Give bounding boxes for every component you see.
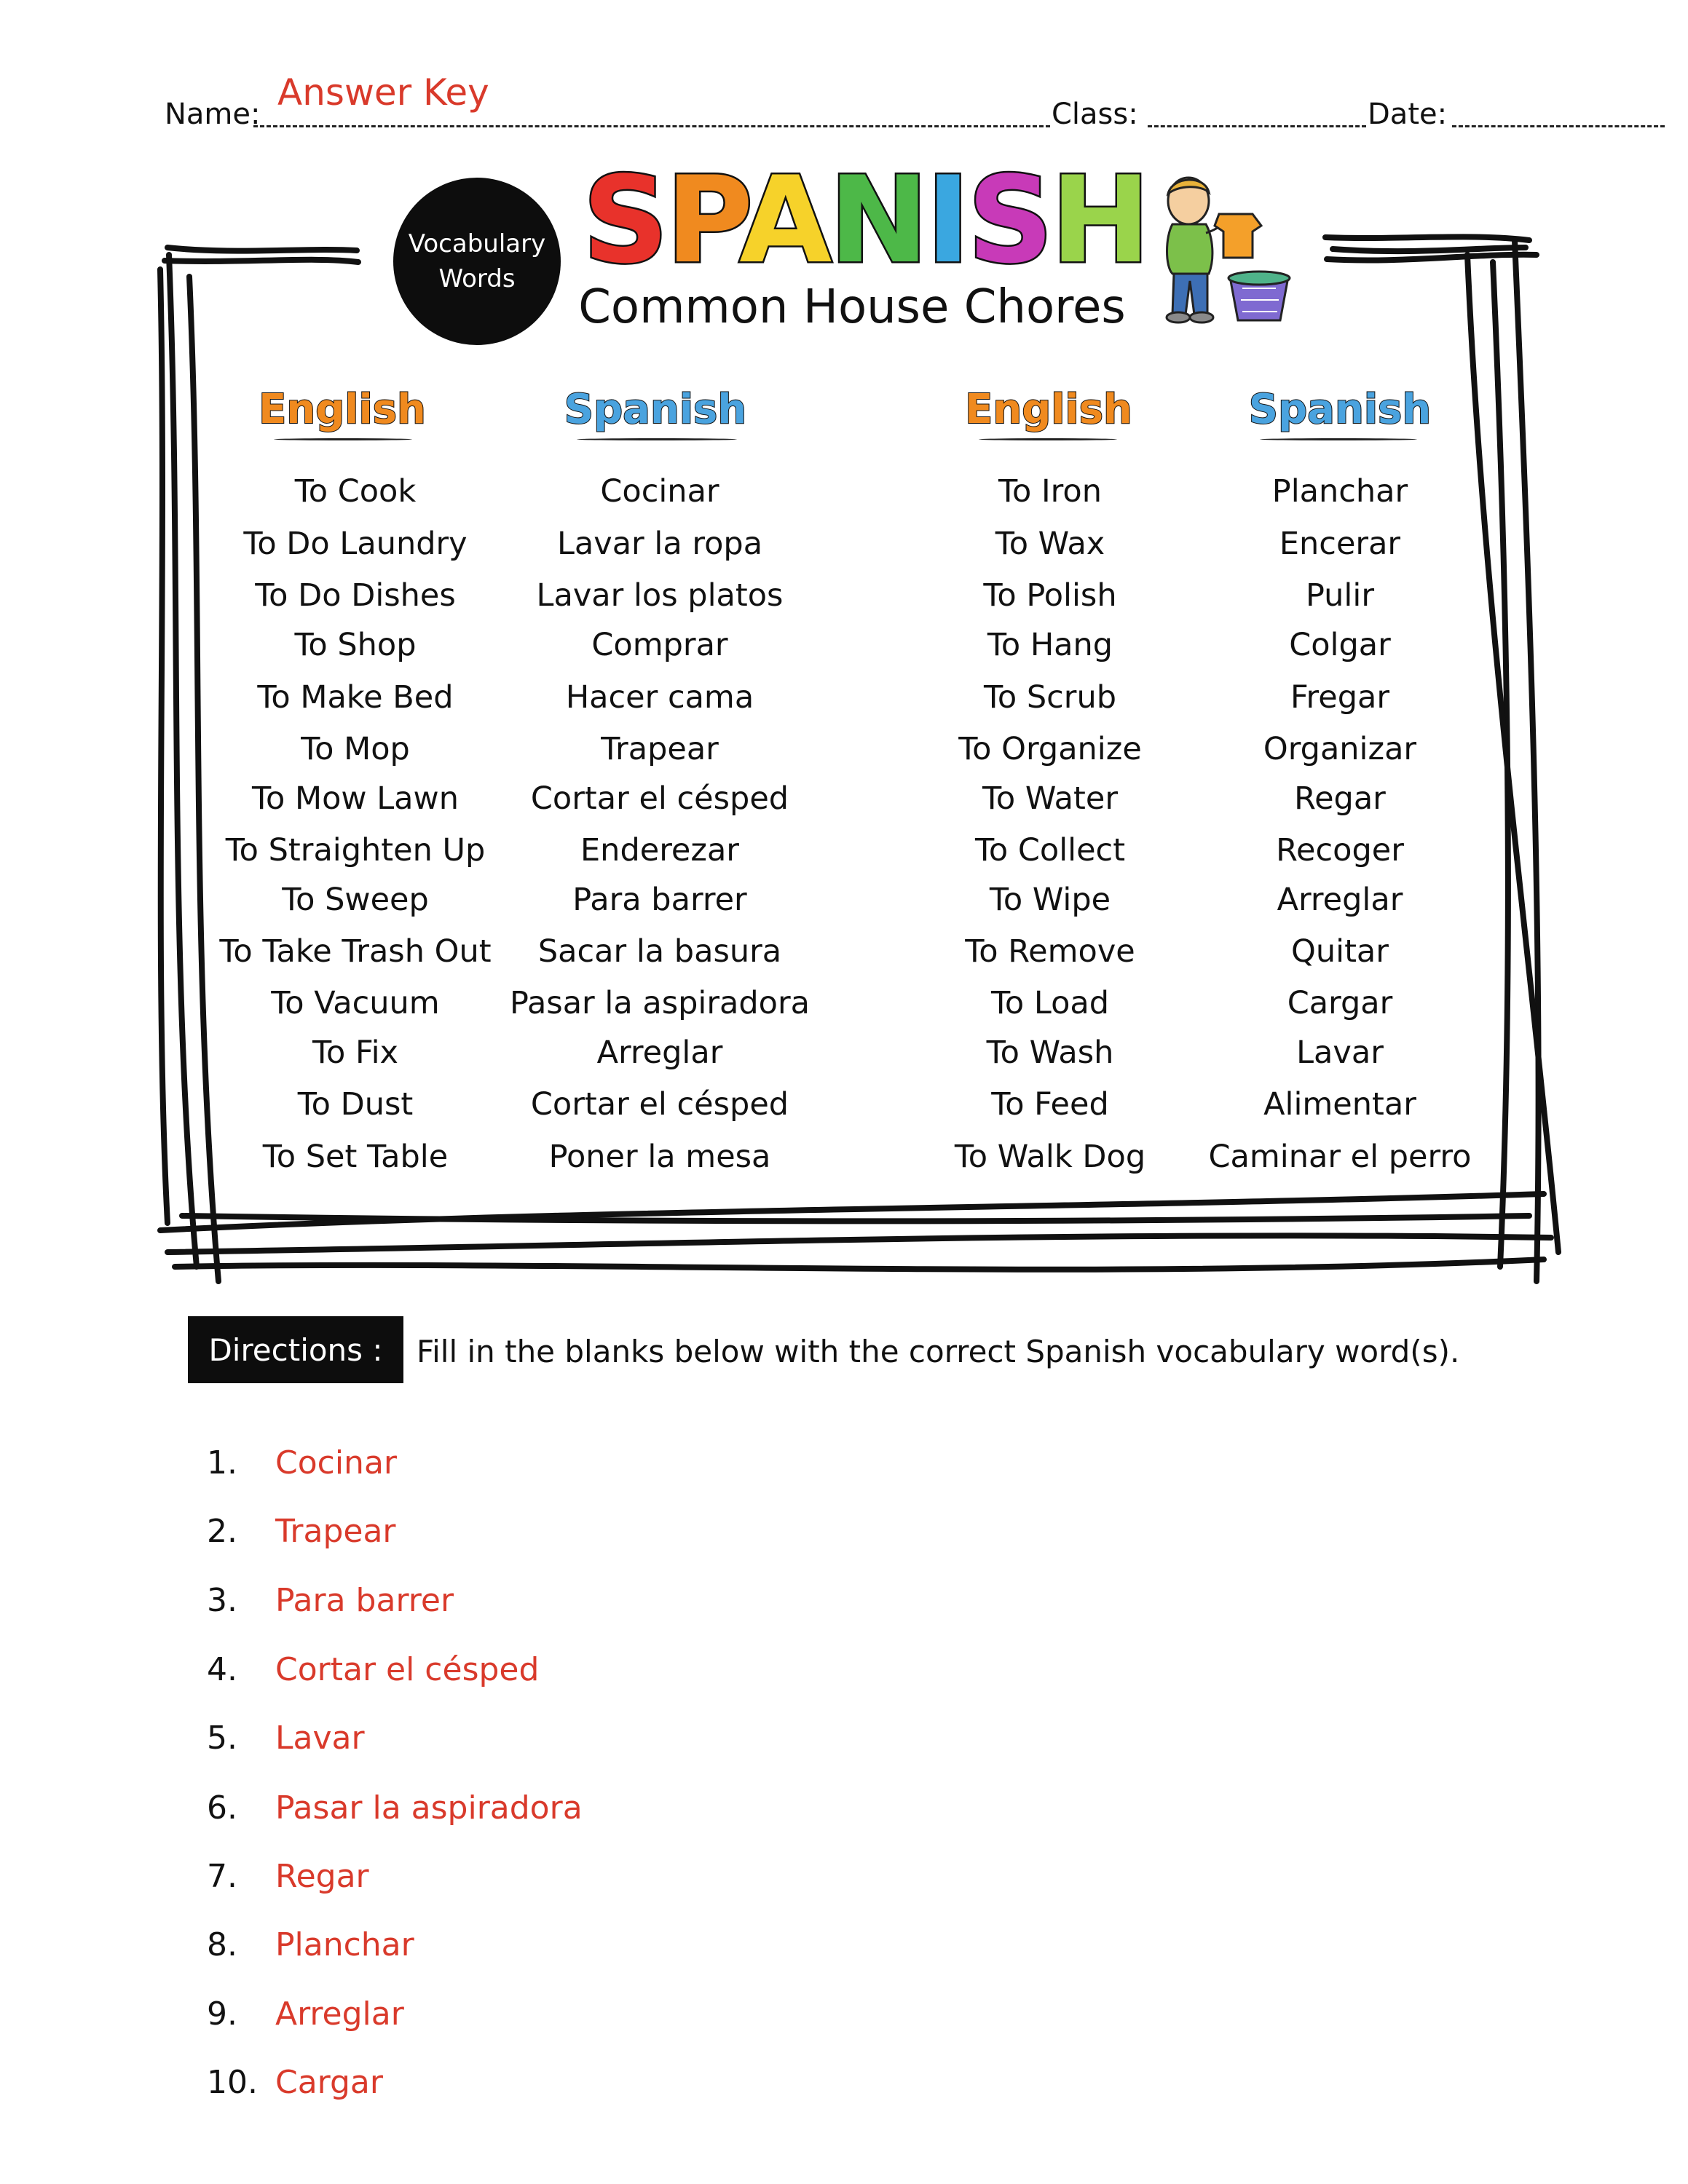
boy-laundry-illustration [1143,172,1296,332]
spanish-word: Arreglar [1277,882,1403,918]
spanish-word: Encerar [1279,526,1401,562]
answer-number: 4. [207,1651,237,1688]
frame-stroke [160,269,167,1223]
answer-blank[interactable]: Pasar la aspiradora [275,1789,583,1827]
frame-stroke [160,1194,1544,1230]
english-word: To Fix [312,1034,398,1071]
title-letter: P [666,151,740,290]
english-word: To Wash [986,1034,1114,1071]
answer-number: 10. [207,2064,258,2101]
spanish-word: Recoger [1276,832,1404,869]
answer-number: 9. [207,1995,237,2033]
spanish-word: Cortar el césped [530,780,789,817]
answer-number: 3. [207,1582,237,1619]
answer-number: 5. [207,1720,237,1757]
answer-blank[interactable]: Cocinar [275,1444,397,1481]
frame-stroke [1327,255,1537,261]
directions-label: Directions : [188,1316,403,1383]
header-underline [979,438,1117,440]
class-field-line[interactable] [1148,125,1366,127]
answer-blank[interactable]: Cargar [275,2064,383,2101]
english-word: To Do Laundry [243,526,468,562]
spanish-word: Caminar el perro [1208,1139,1472,1175]
spanish-word: Trapear [601,731,719,767]
spanish-label: Spanish [1248,386,1432,433]
class-label: Class: [1052,98,1138,131]
answer-blank[interactable]: Arreglar [275,1995,404,2033]
column-header-spanish-2 [1231,386,1449,433]
frame-stroke [167,1235,1551,1252]
title-letter: S [583,151,666,290]
spanish-title [583,151,1148,290]
answer-number: 6. [207,1789,237,1827]
english-word: To Straighten Up [225,832,486,869]
frame-stroke [165,260,358,262]
header-underline [1260,438,1417,440]
frame-stroke [1515,240,1539,1281]
answer-number: 1. [207,1444,237,1481]
date-field-line[interactable] [1452,125,1665,127]
name-field-line[interactable] [253,125,1050,127]
title-letter: H [1050,151,1148,290]
answer-blank[interactable]: Planchar [275,1926,414,1963]
spanish-word: Cortar el césped [530,1086,789,1123]
date-label: Date: [1368,98,1448,131]
english-word: To Mow Lawn [252,780,459,817]
english-word: To Collect [974,832,1126,869]
answer-blank[interactable]: Lavar [275,1720,365,1757]
answer-blank[interactable]: Para barrer [275,1582,454,1619]
english-word: To Shop [294,627,417,663]
page-subtitle: Common House Chores [578,280,1126,334]
english-word: To Wax [995,526,1105,562]
english-word: To Scrub [983,679,1117,716]
english-word: To Wipe [989,882,1111,918]
spanish-word: Enderezar [580,832,739,869]
worksheet-header [165,71,1519,138]
badge-line-1: Vocabulary [408,229,546,258]
english-word: To Organize [958,731,1142,767]
spanish-word: Pulir [1306,577,1374,614]
column-header-spanish-1 [546,386,765,433]
english-word: To Walk Dog [954,1139,1146,1175]
spanish-word: Cocinar [600,473,719,510]
spanish-word: Comprar [591,627,728,663]
english-word: To Take Trash Out [219,933,492,970]
english-word: To Remove [965,933,1135,970]
answer-blank[interactable]: Trapear [275,1513,396,1550]
english-word: To Make Bed [257,679,454,716]
spanish-word: Fregar [1290,679,1390,716]
spanish-word: Lavar [1296,1034,1384,1071]
english-word: To Load [990,985,1110,1021]
spanish-word: Poner la mesa [548,1139,771,1175]
spanish-word: Regar [1294,780,1386,817]
answer-blank[interactable]: Cortar el césped [275,1651,540,1688]
spanish-word: Pasar la aspiradora [509,985,811,1021]
badge-line-2: Words [438,264,516,293]
spanish-label: Spanish [564,386,747,433]
english-word: To Feed [991,1086,1109,1123]
spanish-word: Alimentar [1263,1086,1416,1123]
name-value: Answer Key [277,71,489,114]
english-word: To Water [982,780,1119,817]
english-word: To Polish [983,577,1117,614]
spanish-word: Quitar [1291,933,1389,970]
frame-stroke [167,248,357,251]
frame-stroke [1325,237,1529,240]
spanish-word: Cargar [1287,985,1393,1021]
english-word: To Do Dishes [255,577,456,614]
english-word: To Sweep [282,882,429,918]
frame-stroke [1333,248,1526,251]
english-word: To Iron [998,473,1102,510]
answer-number: 8. [207,1926,237,1963]
english-word: To Dust [297,1086,414,1123]
column-header-english-2 [939,386,1158,433]
column-header-english-1 [233,386,451,433]
answer-blank[interactable]: Regar [275,1858,369,1895]
english-word: To Cook [294,473,417,510]
english-word: To Hang [987,627,1113,663]
spanish-word: Organizar [1263,731,1417,767]
header-underline [577,438,737,440]
title-letter: A [739,151,829,290]
english-word: To Set Table [262,1139,449,1175]
frame-stroke [175,1259,1544,1270]
title-letter: S [967,151,1051,290]
spanish-word: Para barrer [572,882,747,918]
directions-text: Fill in the blanks below with the correct Spanish vocabulary word(s). [417,1334,1460,1369]
answer-number: 2. [207,1513,237,1550]
english-label: English [965,386,1132,433]
spanish-word: Sacar la basura [537,933,782,970]
title-letter: N [829,151,926,290]
spanish-word: Planchar [1271,473,1408,510]
frame-stroke [182,1216,1529,1222]
english-word: To Mop [301,731,410,767]
name-label: Name: [165,98,261,131]
answer-number: 7. [207,1858,237,1895]
spanish-word: Lavar los platos [536,577,784,614]
english-word: To Vacuum [271,985,440,1021]
title-letter: I [926,151,968,290]
frame-stroke [189,277,218,1281]
spanish-word: Colgar [1289,627,1391,663]
spanish-word: Hacer cama [565,679,754,716]
spanish-word: Lavar la ropa [556,526,763,562]
english-label: English [259,386,426,433]
spanish-word: Arreglar [596,1034,723,1071]
header-underline [274,438,412,440]
